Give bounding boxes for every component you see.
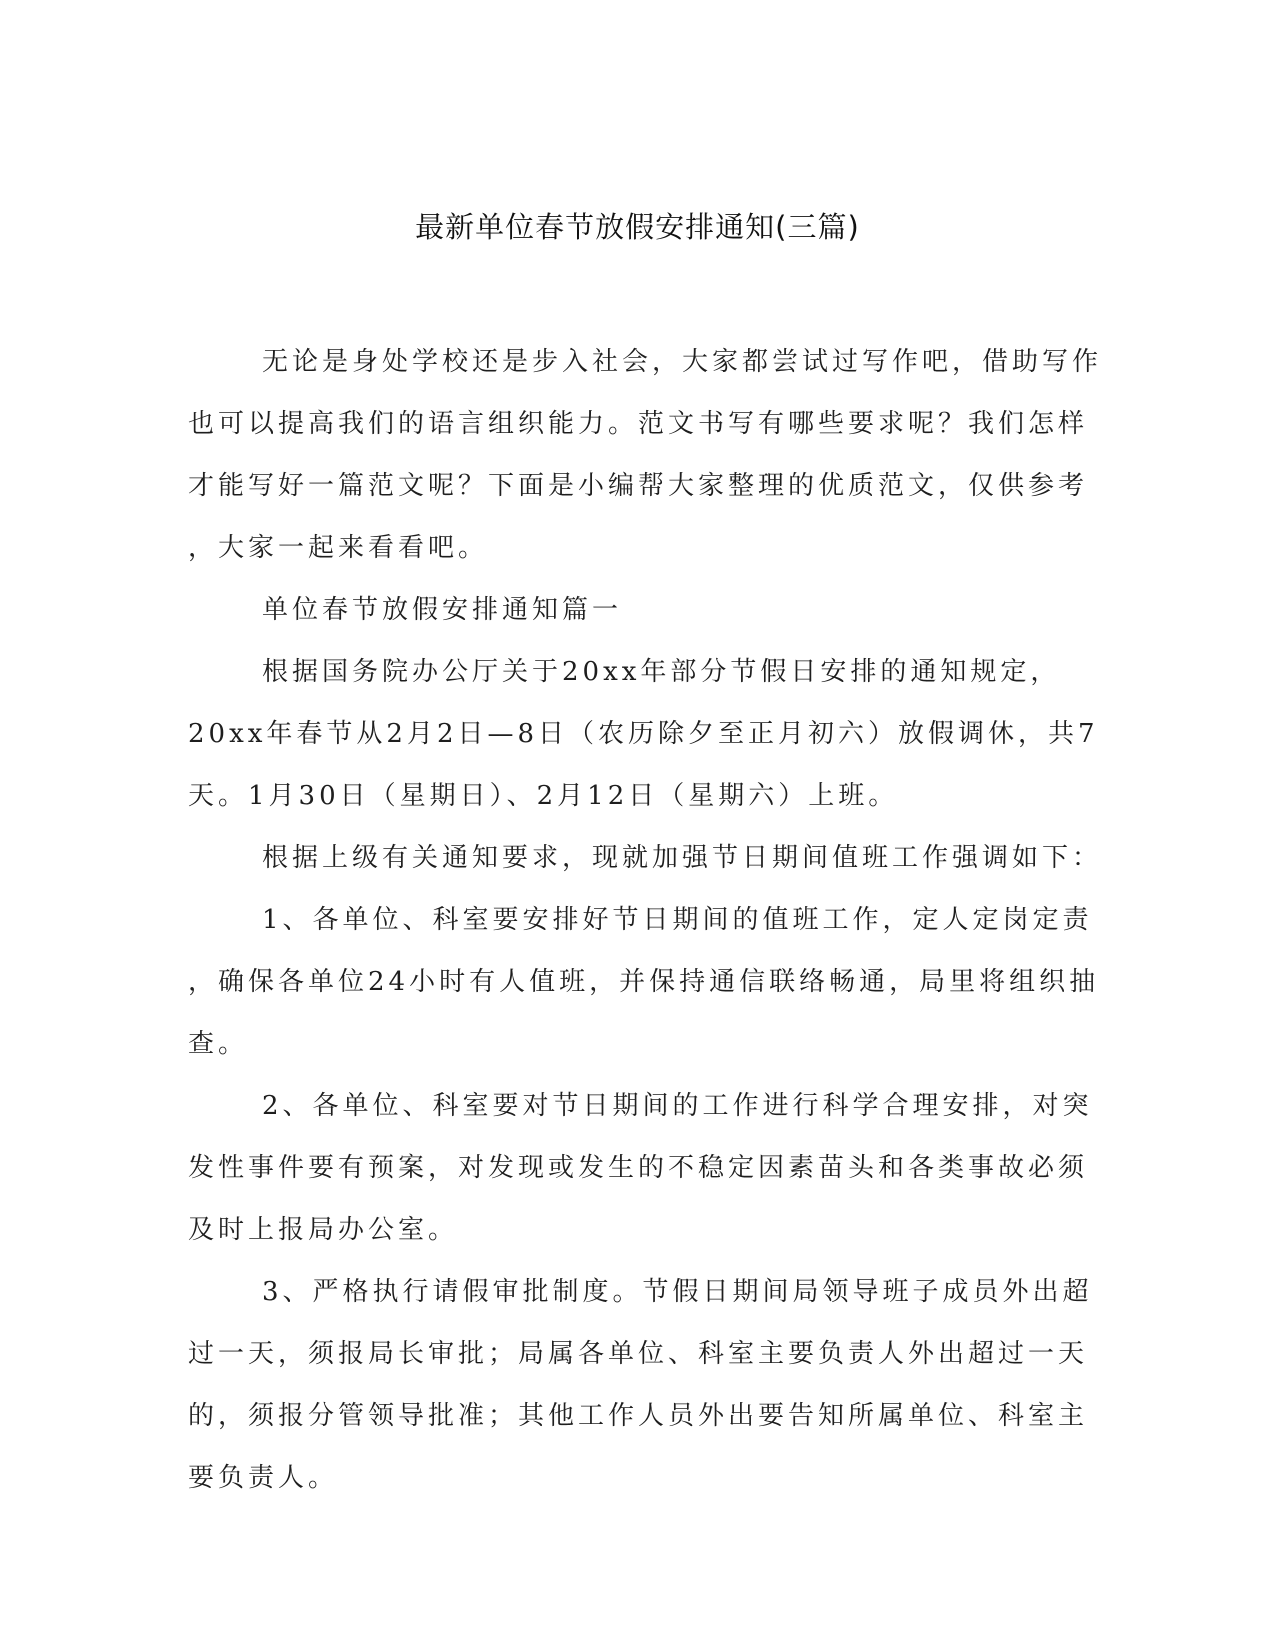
requirement-item-3 <box>188 1261 1093 1509</box>
requirements-intro-paragraph <box>188 827 1103 889</box>
text-line: 的，须报分管领导批准；其他工作人员外出要告知所属单位、科室主 <box>188 1401 1089 1431</box>
text-line: 1、各单位、科室要安排好节日期间的值班工作，定人定岗定责 <box>262 905 1093 935</box>
requirement-item-2 <box>188 1075 1093 1261</box>
text-line: 发性事件要有预案，对发现或发生的不稳定因素苗头和各类事故必须 <box>188 1153 1089 1183</box>
text-line: 单位春节放假安排通知篇一 <box>262 595 623 625</box>
text-line: 及时上报局办公室。 <box>188 1215 459 1245</box>
text-line: 查。 <box>188 1029 249 1059</box>
text-line: 也可以提高我们的语言组织能力。范文书写有哪些要求呢？我们怎样 <box>188 409 1089 439</box>
text-line: 要负责人。 <box>188 1463 339 1493</box>
text-line: 过一天，须报局长审批；局属各单位、科室主要负责人外出超过一天 <box>188 1339 1089 1369</box>
text-line: 根据国务院办公厅关于20xx年部分节假日安排的通知规定， <box>262 657 1061 687</box>
text-line: 才能写好一篇范文呢？下面是小编帮大家整理的优质范文，仅供参考 <box>188 471 1089 501</box>
text-line: 20xx年春节从2月2日—8日（农历除夕至正月初六）放假调休，共7 <box>188 719 1099 749</box>
text-line: 根据上级有关通知要求，现就加强节日期间值班工作强调如下： <box>262 843 1103 873</box>
intro-paragraph <box>188 331 1103 579</box>
text-line: ，大家一起来看看吧。 <box>188 533 489 563</box>
text-line: ，确保各单位24小时有人值班，并保持通信联络畅通，局里将组织抽 <box>188 967 1100 997</box>
requirement-item-1 <box>188 889 1100 1075</box>
text-line: 3、严格执行请假审批制度。节假日期间局领导班子成员外出超 <box>262 1277 1093 1307</box>
text-line: 2、各单位、科室要对节日期间的工作进行科学合理安排，对突 <box>262 1091 1093 1121</box>
document-body <box>188 331 1103 1509</box>
text-line: 无论是身处学校还是步入社会，大家都尝试过写作吧，借助写作 <box>262 347 1103 377</box>
section-heading <box>188 579 1074 641</box>
text-line: 天。1月30日（星期日）、2月12日（星期六）上班。 <box>188 781 899 811</box>
document-title: 最新单位春节放假安排通知(三篇) <box>415 210 860 244</box>
holiday-schedule-paragraph <box>188 641 1099 827</box>
